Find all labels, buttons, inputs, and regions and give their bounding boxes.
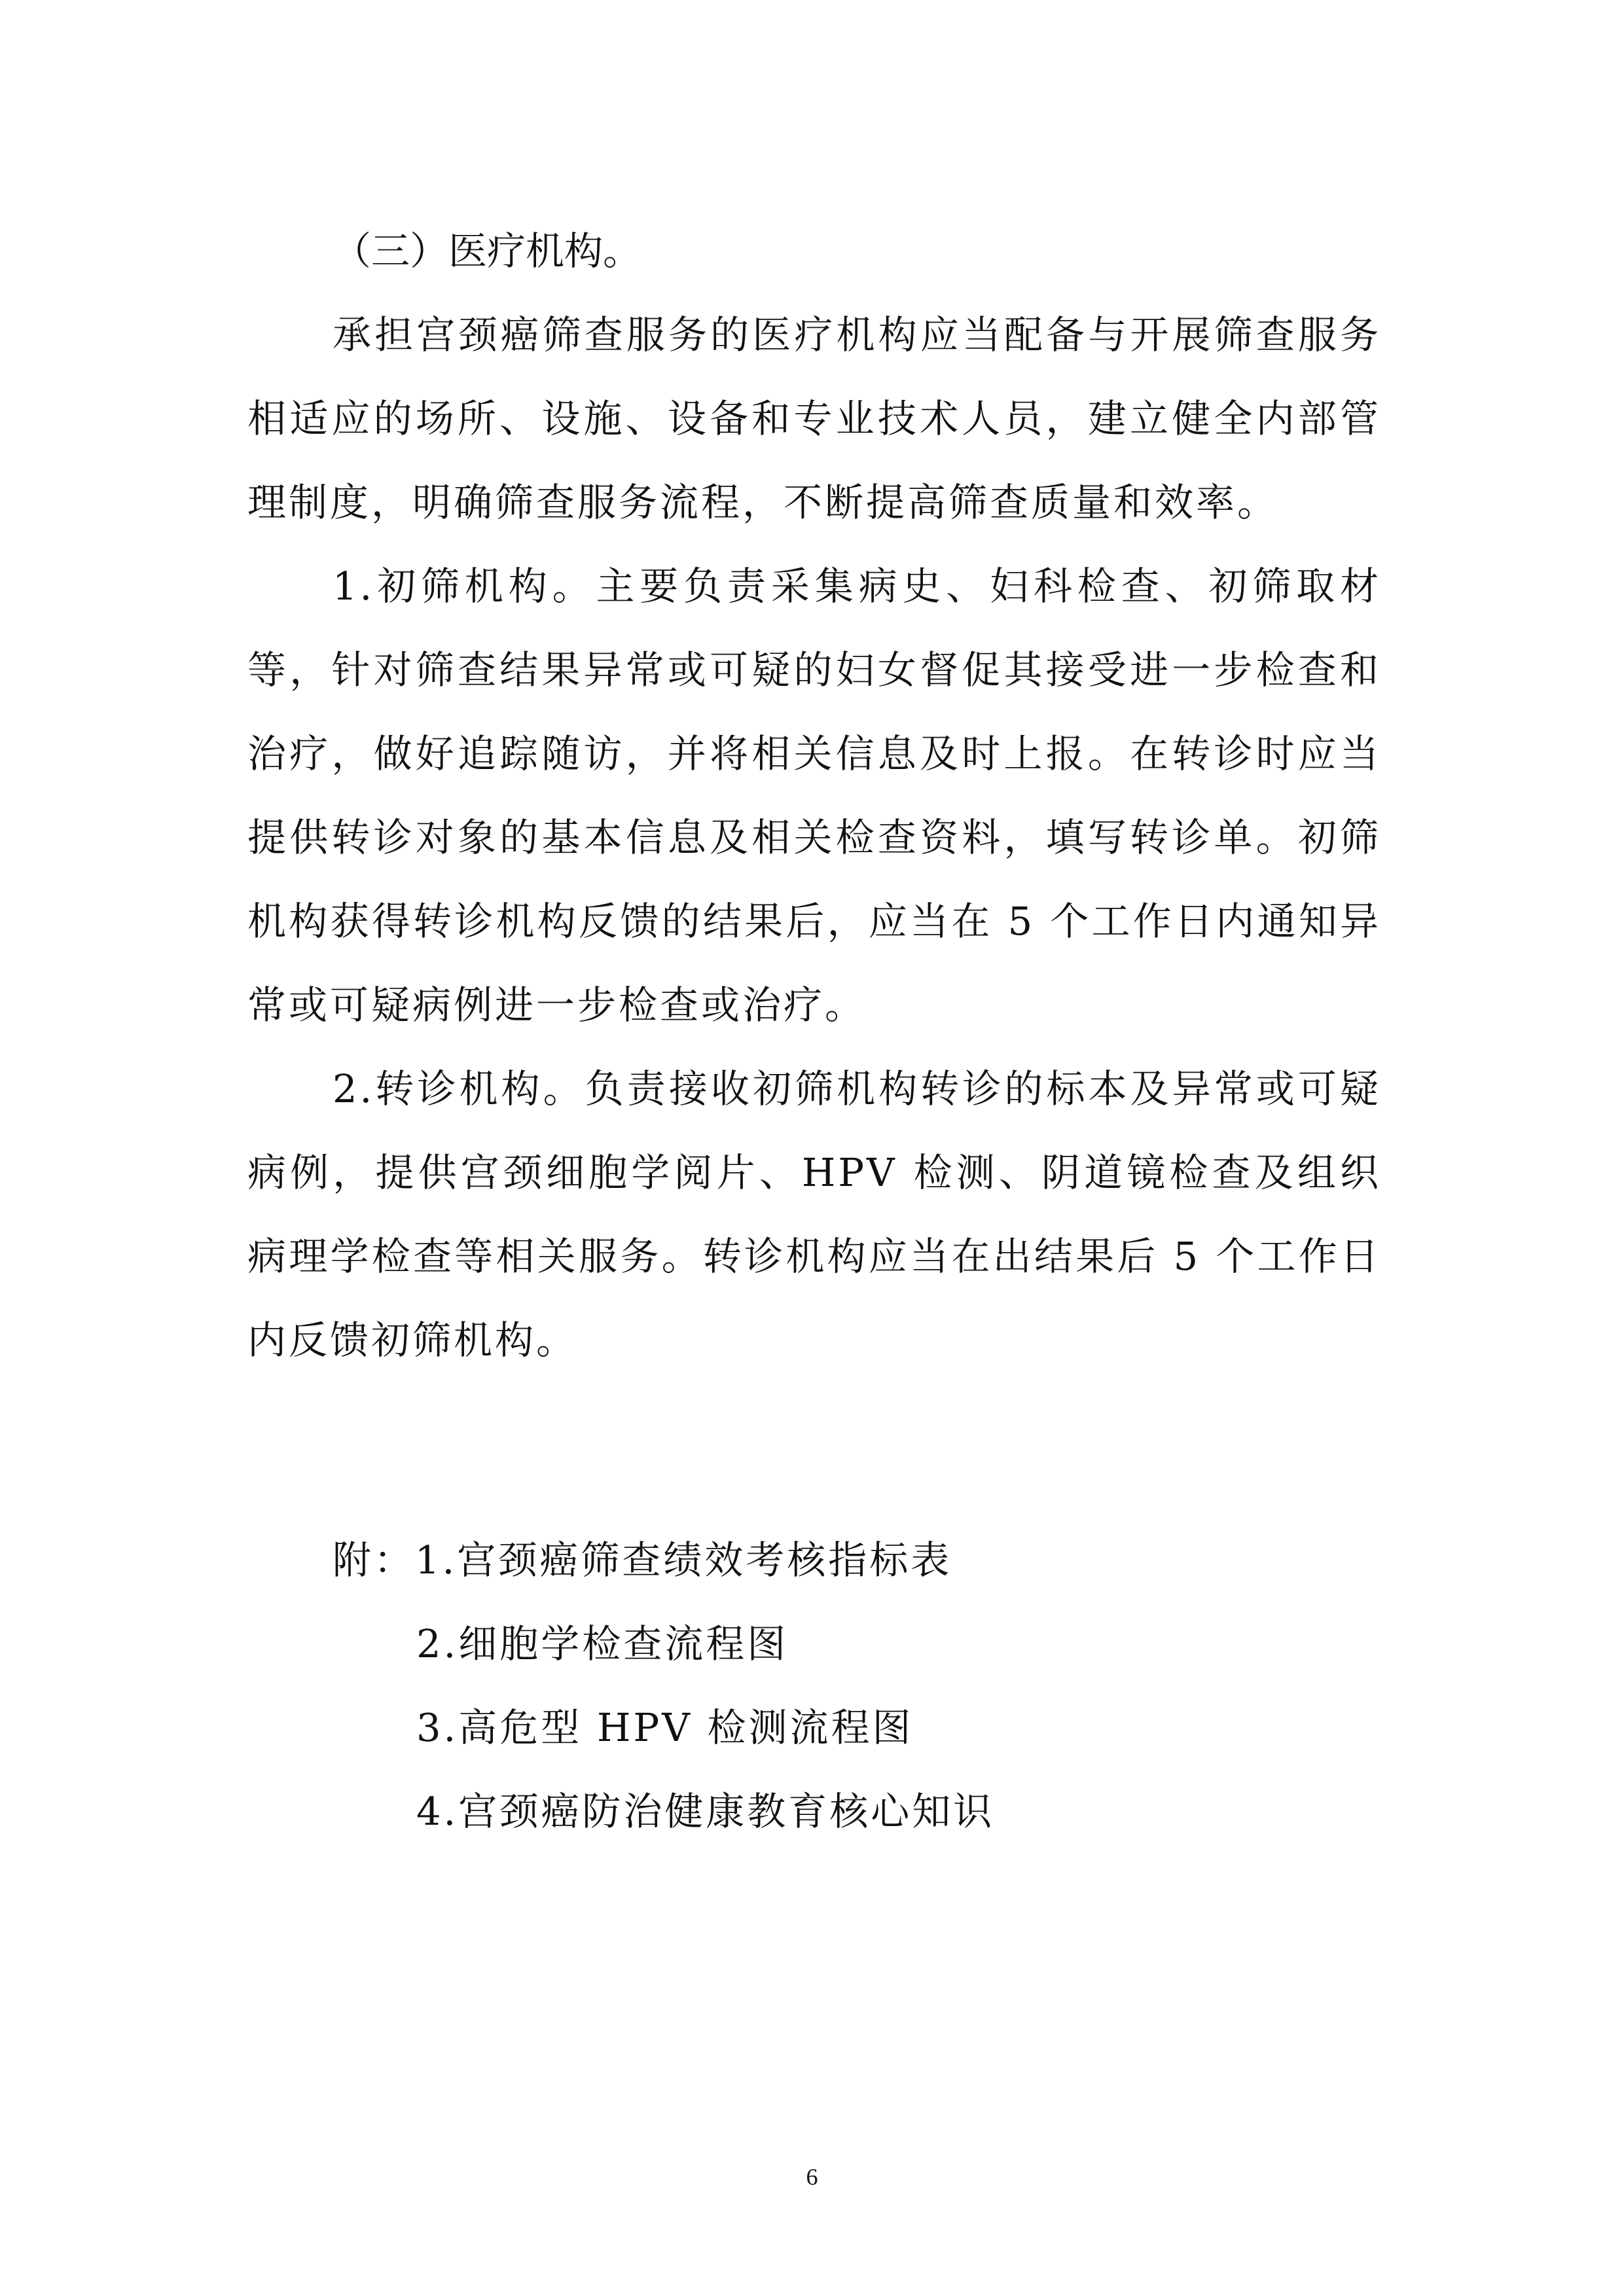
attachment-item-text: 3.高危型 HPV 检测流程图 — [416, 1705, 914, 1750]
attachment-item-text: 1.宫颈癌筛查绩效考核指标表 — [415, 1537, 952, 1583]
document-body — [247, 209, 1381, 1382]
paragraph-general: 承担宫颈癌筛查服务的医疗机构应当配备与开展筛查服务相适应的场所、设施、设备和专业技术人员，建立健全内部管理制度，明确筛查服务流程，不断提高筛查质量和效率。 — [247, 312, 1381, 525]
attachment-item — [333, 1770, 1380, 1854]
attachment-item — [333, 1602, 1380, 1686]
attachment-item-text: 4.宫颈癌防治健康教育核心知识 — [416, 1789, 995, 1834]
page-number: 6 — [806, 2164, 818, 2190]
attachment-item — [333, 1686, 1380, 1770]
paragraph-referral: 2.转诊机构。负责接收初筛机构转诊的标本及异常或可疑病例，提供宫颈细胞学阅片、HPV 检测、阴道镜检查及组织病理学检查等相关服务。转诊机构应当在出结果后 5 个工作日内反馈初筛机构。 — [247, 1066, 1381, 1363]
attachments-label: 附： — [333, 1537, 416, 1583]
attachment-item-text: 2.细胞学检查流程图 — [416, 1621, 789, 1666]
paragraph-primary-screening: 1.初筛机构。主要负责采集病史、妇科检查、初筛取材等，针对筛查结果异常或可疑的妇女督促其接受进一步检查和治疗，做好追踪随访，并将相关信息及时上报。在转诊时应当提供转诊对象的基本信息及相关检查资料，填写转诊单。初筛机构获得转诊机构反馈的结果后，应当在 5 个工作日内通知异常或可疑病例进一步检查或治疗。 — [247, 564, 1381, 1028]
section-heading: （三）医疗机构。 — [333, 228, 642, 274]
attachment-item — [333, 1518, 1380, 1602]
attachments-list — [333, 1518, 1380, 1854]
